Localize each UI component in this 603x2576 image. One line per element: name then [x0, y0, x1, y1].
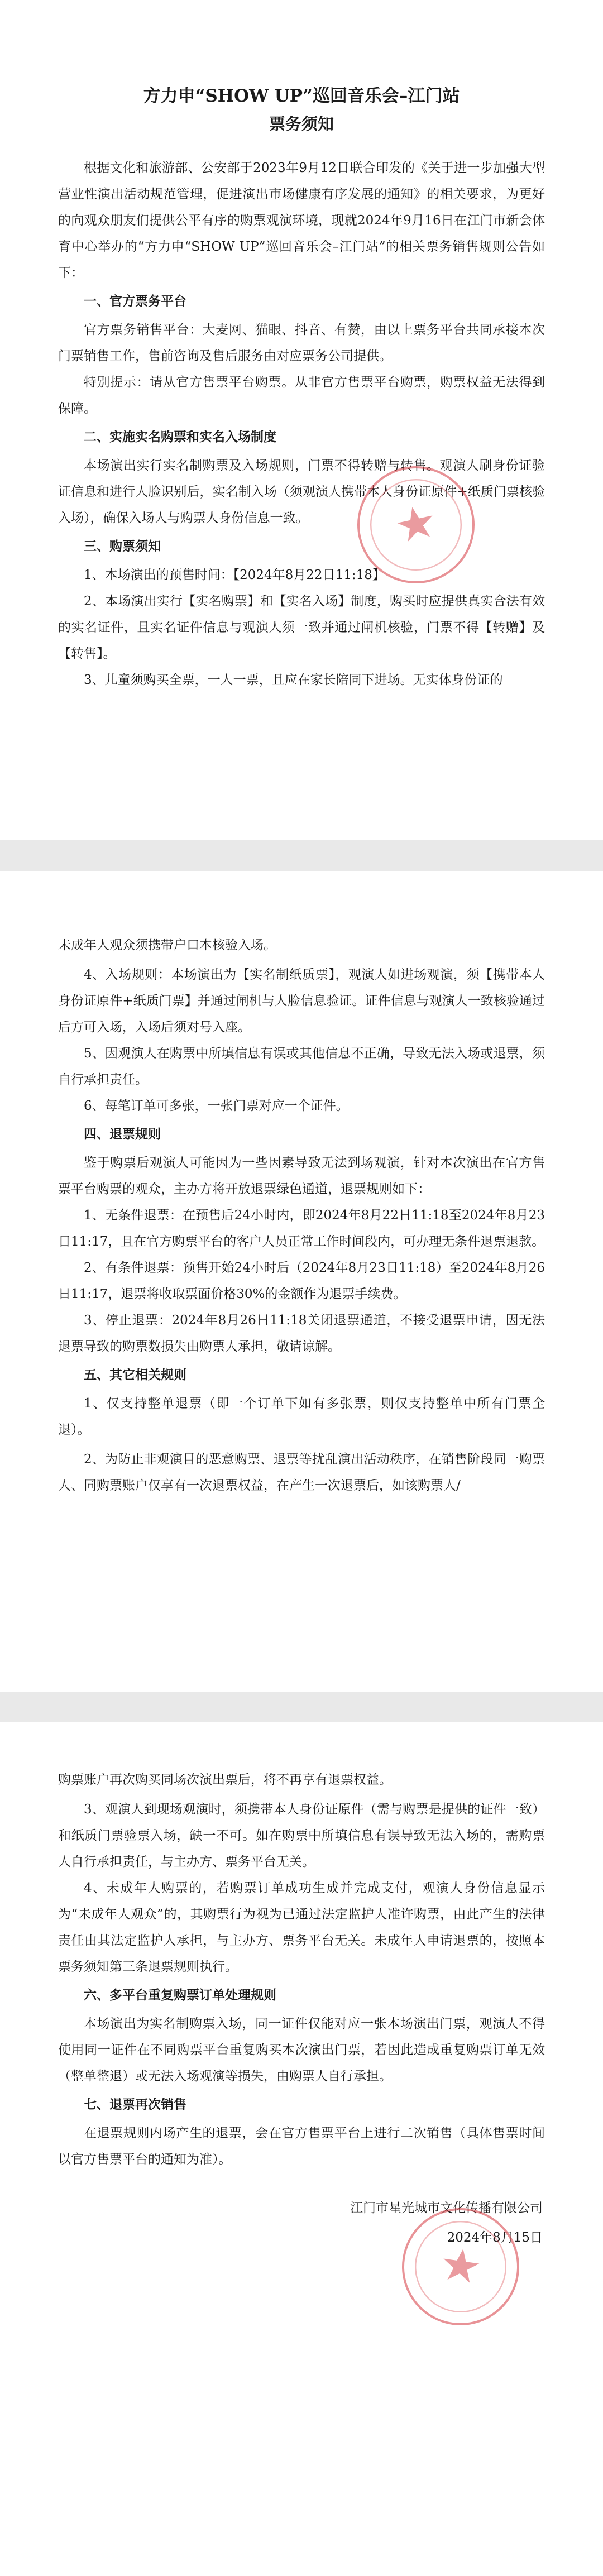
seal-star-icon [349, 458, 483, 592]
section-5-item-3: 3、观演人到现场观演时，须携带本人身份证原件（需与购票是提供的证件一致）和纸质门票验票入场，缺一不可。如在购票中所填信息有误导致无法入场的，需购票人自行承担责任，与主办方、票务平台无关。 [58, 1802, 545, 1869]
section-3-heading: 三、购票须知 [84, 539, 161, 554]
section-1-paragraph-1: 官方票务销售平台：大麦网、猫眼、抖音、有赞，由以上票务平台共同承接本次门票销售工作，售前咨询及售后服务由对应票务公司提供。 [58, 323, 545, 363]
section-3-item-3: 3、儿童须购买全票，一人一票，且应在家长陪同下进场。无实体身份证的 [84, 673, 503, 687]
section-3-item-1: 1、本场演出的预售时间：【2024年8月22日11:18】 [84, 568, 385, 582]
section-6-paragraph-1: 本场演出为实名制购票入场，同一证件仅能对应一张本场演出门票，观演人不得使用同一证件在不同购票平台重复购买本次演出门票，若因此造成重复购票订单无效（整单整退）或无法入场观演等损失，由购票人自行承担。 [58, 2017, 545, 2084]
section-3-item-5: 5、因观演人在购票中所填信息有误或其他信息不正确，导致无法入场或退票，须自行承担责任。 [58, 1046, 545, 1087]
section-4-item-2: 2、有条件退票：预售开始24小时后（2024年8月23日11:18）至2024年8月26日11:17，退票将收取票面价格30%的金额作为退票手续费。 [58, 1261, 545, 1301]
section-7-paragraph-1: 在退票规则内场产生的退票，会在官方售票平台上进行二次销售（具体售票时间以官方售票平台的通知为准）。 [58, 2126, 545, 2167]
signature-date: 2024年8月15日 [447, 2230, 543, 2245]
section-4-heading: 四、退票规则 [84, 1127, 161, 1142]
section-3-item-6: 6、每笔订单可多张，一张门票对应一个证件。 [84, 1099, 349, 1113]
section-5-item-4: 4、未成年人购票的，若购票订单成功生成并完成支付，观演人身份信息显示为“未成年人观众”的，其购票行为视为已通过法定监护人准许购票，由此产生的法律责任由其法定监护人承担，与主办方、票务平台无关。未成年人申请退票的，按照本票务须知第三条退票规则执行。 [58, 1881, 545, 1974]
section-5-item-2: 2、为防止非观演目的恶意购票、退票等扰乱演出活动秩序，在销售阶段同一购票人、同购票账户仅享有一次退票权益，在产生一次退票后，如该购票人/ [58, 1452, 545, 1493]
document-subtitle: 票务须知 [269, 114, 334, 133]
section-4-paragraph-1: 鉴于购票后观演人可能因为一些因素导致无法到场观演，针对本次演出在官方售票平台购票的观众，主办方将开放退票绿色通道，退票规则如下： [58, 1156, 545, 1196]
signature-organization: 江门市星光城市文化传播有限公司 [350, 2201, 543, 2215]
section-4-item-3: 3、停止退票：2024年8月26日11:18关闭退票通道，不接受退票申请，因无法退票导致的购票数损失由购票人承担，敬请谅解。 [58, 1313, 545, 1354]
section-4-item-1: 1、无条件退票：在预售后24小时内，即2024年8月22日11:18至2024年8月23日11:17，且在官方购票平台的客户人员正常工作时间段内，可办理无条件退票退款。 [58, 1208, 545, 1249]
document-title: 方力申“SHOW UP”巡回音乐会–江门站 [143, 86, 460, 106]
section-3-item-2: 2、本场演出实行【实名购票】和【实名入场】制度，购买时应提供真实合法有效的实名证件，且实名证件信息与观演人须一致并通过闸机核验，门票不得【转赠】及【转售】。 [58, 594, 545, 661]
section-2-paragraph-1: 本场演出实行实名制购票及入场规则，门票不得转赠与转售。观演人刷身份证验证信息和进行人脸识别后，实名制入场（须观演人携带本人身份证原件+纸质门票核验入场），确保入场人与购票人身份信息一致。 [58, 458, 545, 525]
seal-star-icon [397, 2203, 524, 2330]
section-1-heading: 一、官方票务平台 [84, 294, 186, 309]
section-5-item-1: 1、仅支持整单退票（即一个订单下如有多张票，则仅支持整单中所有门票全退）。 [58, 1396, 545, 1437]
section-5-heading: 五、其它相关规则 [84, 1368, 186, 1382]
continued-paragraph: 购票账户再次购买同场次演出票后，将不再享有退票权益。 [58, 1773, 392, 1787]
company-seal-stamp [394, 2200, 527, 2333]
document-page-1 [0, 0, 603, 840]
section-7-heading: 七、退票再次销售 [84, 2098, 186, 2112]
section-1-paragraph-2: 特别提示：请从官方售票平台购票。从非官方售票平台购票，购票权益无法得到保障。 [58, 375, 545, 416]
section-6-heading: 六、多平台重复购票订单处理规则 [84, 1988, 276, 2003]
intro-paragraph: 根据文化和旅游部、公安部于2023年9月12日联合印发的《关于进一步加强大型营业性演出活动规范管理，促进演出市场健康有序发展的通知》的相关要求，为更好的向观众朋友们提供公平有序的购票观演环境，现就2024年9月16日在江门市新会体育中心举办的“方力申“SHOW UP”巡回音乐会–江门站”的相关票务销售规则公告如下： [58, 161, 545, 280]
document-page-3 [0, 1722, 603, 2576]
document-page-2 [0, 871, 603, 1692]
section-3-item-4: 4、入场规则：本场演出为【实名制纸质票】，观演人如进场观演，须【携带本人身份证原件+纸质门票】并通过闸机与人脸信息验证。证件信息与观演人一致核验通过后方可入场，入场后须对号入座。 [58, 968, 545, 1035]
section-2-heading: 二、实施实名购票和实名入场制度 [84, 430, 276, 444]
continued-paragraph: 未成年人观众须携带户口本核验入场。 [58, 938, 276, 952]
